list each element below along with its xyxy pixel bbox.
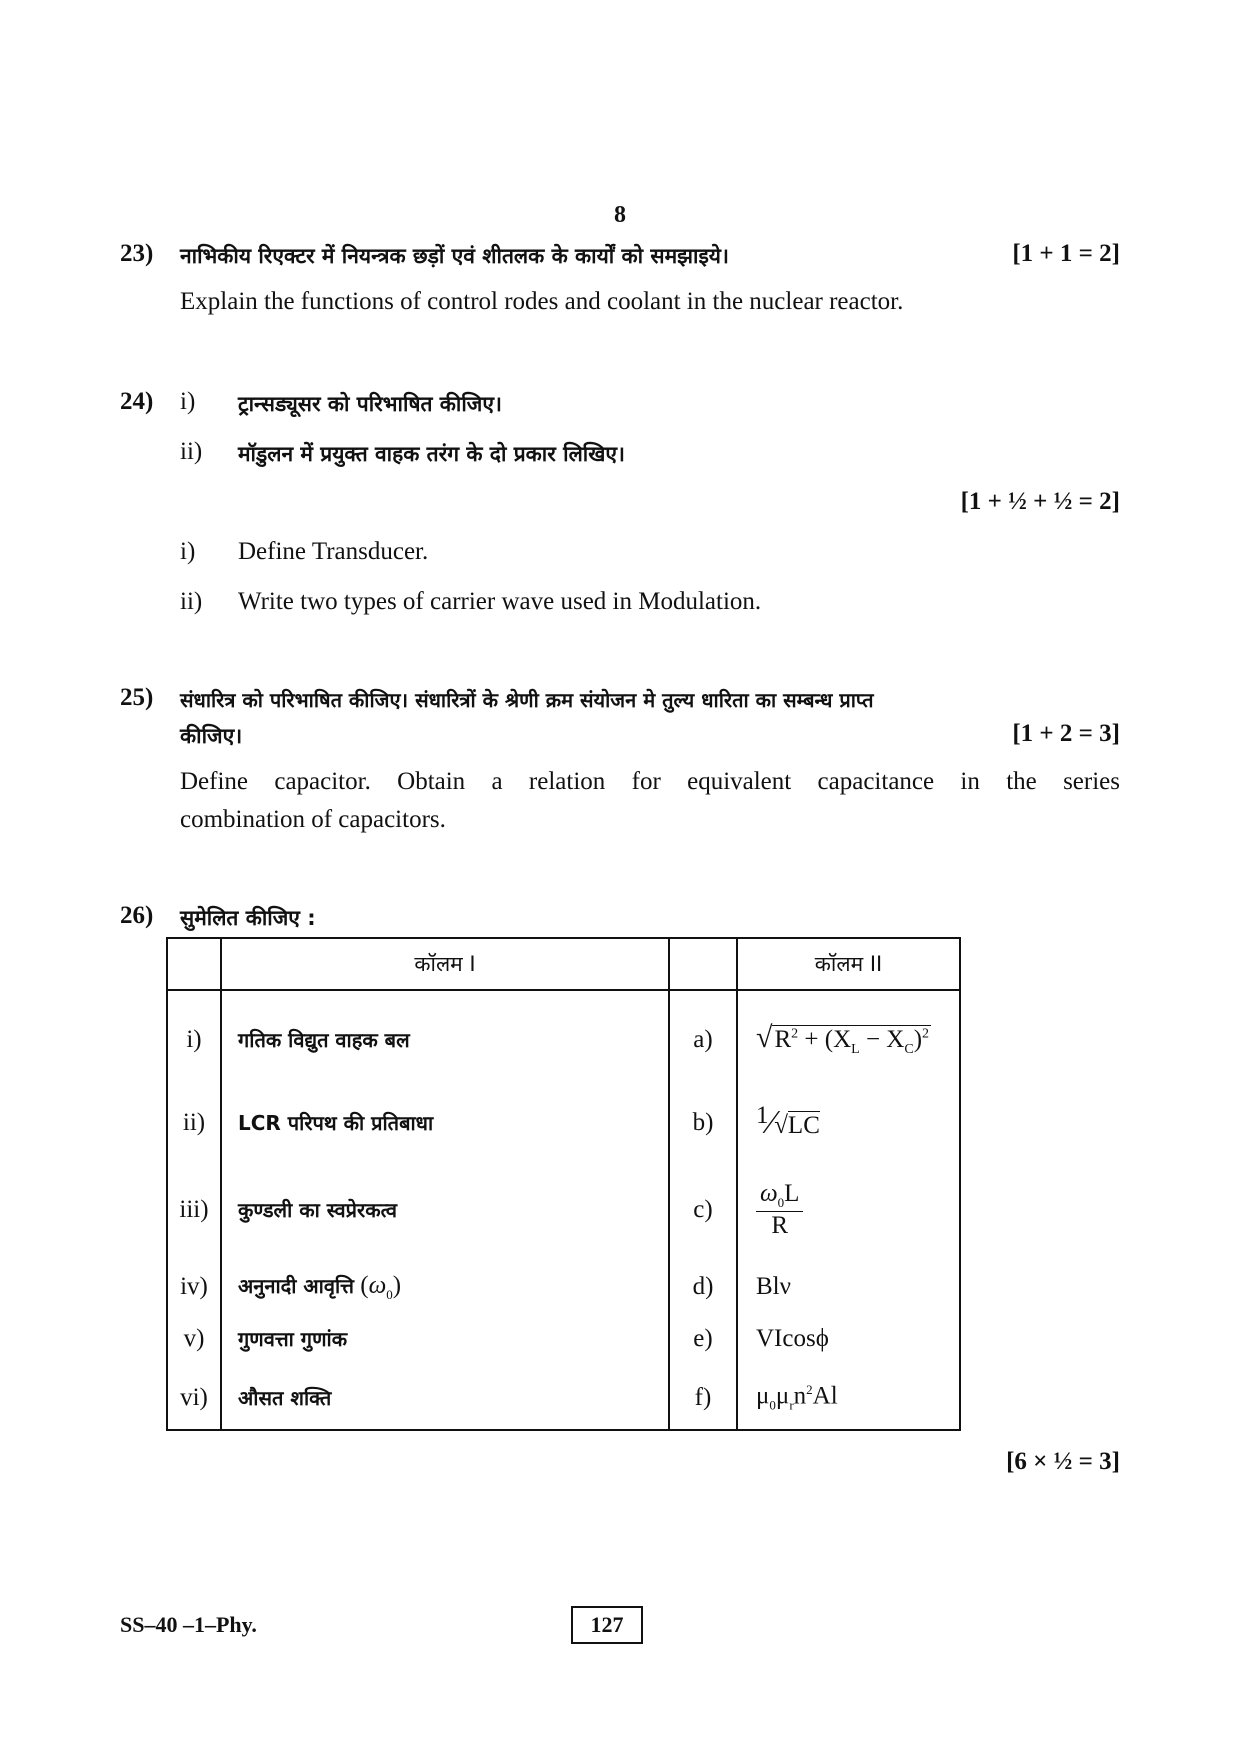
row-number: iv) xyxy=(167,1262,221,1312)
row-letter: d) xyxy=(669,1262,737,1312)
question-23-marks: [1 + 1 = 2] xyxy=(1012,240,1120,267)
column-1-item xyxy=(221,990,669,1088)
row-number: v) xyxy=(167,1312,221,1366)
table-row xyxy=(167,1158,960,1262)
header-blank-cell xyxy=(167,938,221,990)
question-24-english-ii: Write two types of carrier wave used in Modulation. xyxy=(238,588,762,615)
question-24-hindi-ii-label: ii) xyxy=(180,438,203,465)
question-24-english-ii-label: ii) xyxy=(180,588,203,615)
question-24-marks: [1 + ½ + ½ = 2] xyxy=(960,488,1120,515)
question-25-english-line2: combination of capacitors. xyxy=(180,806,446,833)
column-1-item xyxy=(221,1366,669,1430)
column-2-header xyxy=(737,938,960,990)
question-24-number: 24) xyxy=(120,388,154,415)
formula-impedance: $√R^2 + (X_L - X_C)^2$ xyxy=(756,1021,930,1057)
formula-motional-emf: Blν xyxy=(756,1273,791,1300)
column-1-item-text: कुण्डली का स्वप्रेरकत्व xyxy=(238,1198,398,1222)
question-24-english-i: Define Transducer. xyxy=(238,538,429,565)
row-number: vi) xyxy=(167,1366,221,1430)
formula-resonant-frequency: 1⁄√LC xyxy=(756,1102,820,1141)
question-23-english: Explain the functions of control rodes and coolant in the nuclear reactor. xyxy=(180,288,904,315)
column-1-item-text: गतिक विद्युत वाहक बल xyxy=(238,1027,410,1052)
formula-self-inductance: $\mu_0\mu_rn^2Al$ xyxy=(756,1381,838,1413)
question-26-marks: [6 × ½ = 3] xyxy=(1006,1448,1120,1475)
question-25-hindi-line1: संधारित्र को परिभाषित कीजिए। संधारित्रों के श्रेणी क्रम संयोजन मे तुल्य धारिता का सम्बन्ध प्राप्त xyxy=(180,688,874,712)
column-1-item-text: अनुनादी आवृत्ति xyxy=(238,1273,354,1298)
column-1-item-text: गुणवत्ता गुणांक xyxy=(238,1327,348,1351)
question-24-hindi-i: ट्रान्सड्यूसर को परिभाषित कीजिए। xyxy=(238,392,502,416)
page-box-number: 127 xyxy=(571,1606,643,1644)
question-24-english-i-label: i) xyxy=(180,538,196,565)
column-1-item xyxy=(221,1158,669,1262)
row-letter: e) xyxy=(669,1312,737,1366)
match-table xyxy=(166,937,961,1431)
row-letter: f) xyxy=(669,1366,737,1430)
row-letter: c) xyxy=(669,1158,737,1262)
column-1-item-text: LCR परिपथ की प्रतिबाधा xyxy=(238,1111,434,1135)
table-row xyxy=(167,1312,960,1366)
page-number: 8 xyxy=(614,202,626,228)
column-1-item xyxy=(221,1088,669,1158)
column-1-item-text: औसत शक्ति xyxy=(238,1385,332,1410)
row-number: ii) xyxy=(167,1088,221,1158)
header-blank-cell xyxy=(669,938,737,990)
column-1-header xyxy=(221,938,669,990)
question-23-hindi: नाभिकीय रिएक्टर में नियन्त्रक छड़ों एवं शीतलक के कार्यों को समझाइये। xyxy=(180,244,729,268)
row-letter: b) xyxy=(669,1088,737,1158)
formula-quality-factor xyxy=(737,1158,960,1262)
table-header-row xyxy=(167,938,960,990)
table-row xyxy=(167,990,960,1088)
paper-code: SS–40 –1–Phy. xyxy=(120,1612,257,1637)
question-24-hindi-i-label: i) xyxy=(180,388,196,415)
question-23-number: 23) xyxy=(120,240,154,267)
column-1-item: अनुनादी आवृत्ति $(\omega_0)$ xyxy=(221,1262,669,1312)
table-row xyxy=(167,1088,960,1158)
row-number: iii) xyxy=(167,1158,221,1262)
question-24-hindi-ii: मॉडुलन में प्रयुक्त वाहक तरंग के दो प्रकार लिखिए। xyxy=(238,442,625,466)
question-25-english-line1: Define capacitor. Obtain a relation for equivalent capacitance in the series xyxy=(180,768,1120,795)
question-26-title: सुमेलित कीजिए : xyxy=(180,906,316,930)
table-row xyxy=(167,1262,960,1312)
formula-average-power: VIcosϕ xyxy=(756,1325,829,1352)
column-1-item xyxy=(221,1312,669,1366)
row-letter: a) xyxy=(669,990,737,1088)
question-26-number: 26) xyxy=(120,902,154,929)
column-1-header-text: कॉलम I xyxy=(414,952,476,976)
table-row xyxy=(167,1366,960,1430)
question-25-marks: [1 + 2 = 3] xyxy=(1012,720,1120,747)
question-25-hindi-line2: कीजिए। xyxy=(180,724,243,748)
column-2-header-text: कॉलम II xyxy=(814,952,883,976)
row-number: i) xyxy=(167,990,221,1088)
fraction: $\frac{\omega_0L}{R}$ xyxy=(756,1180,803,1240)
question-25-number: 25) xyxy=(120,684,154,711)
